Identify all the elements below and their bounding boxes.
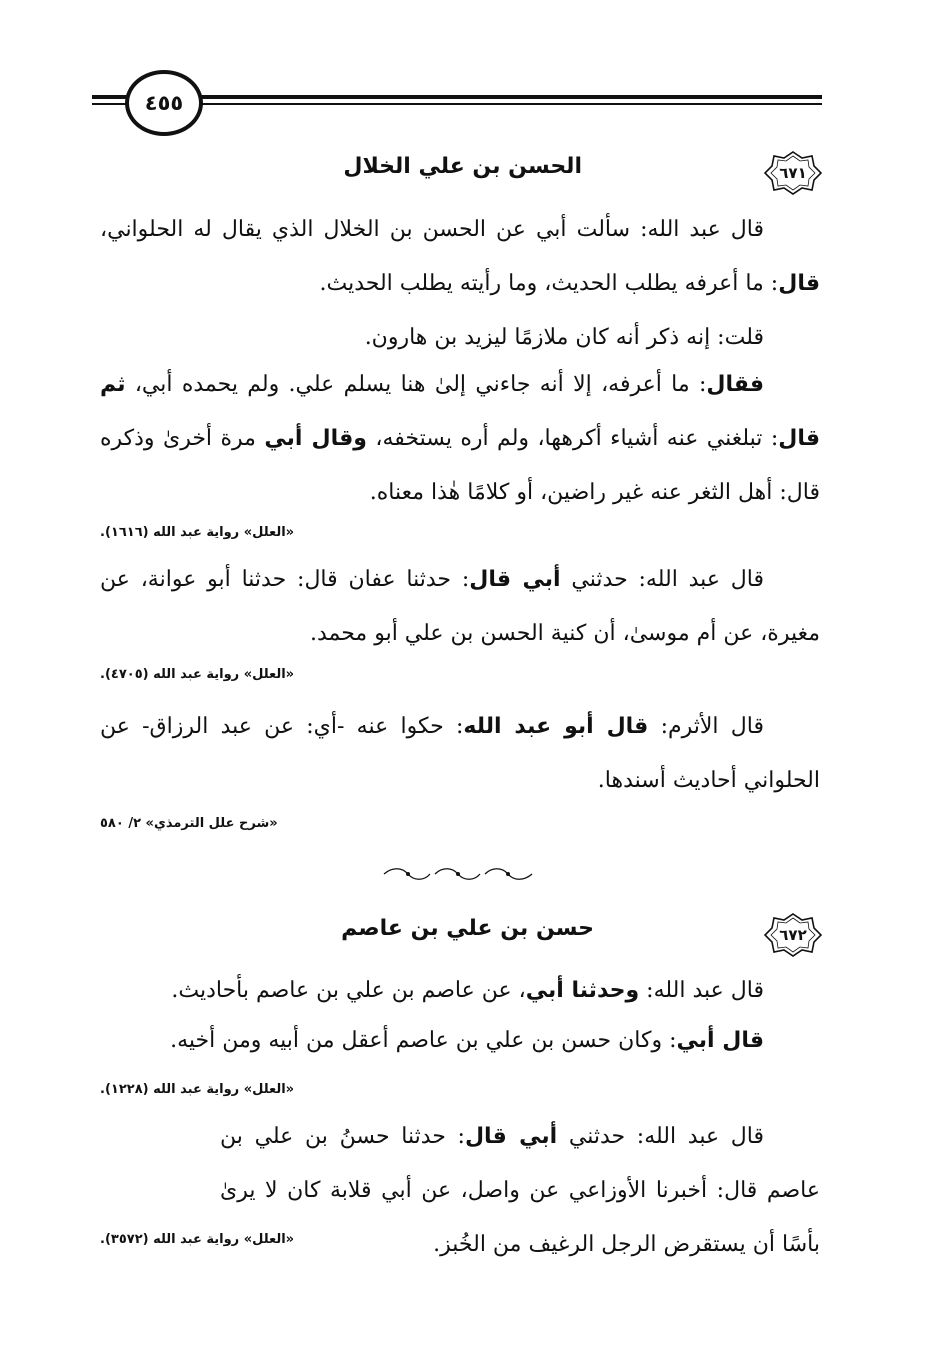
entry-number: ٦٧٢	[779, 926, 807, 944]
paragraph: قال عبد الله: وحدثنا أبي، عن عاصم بن علي بن عاصم بأحاديث.	[171, 978, 764, 1003]
page-number: ٤٥٥	[125, 70, 203, 136]
entry-heading	[92, 912, 822, 962]
paragraph: قال عبد الله: حدثني أبي قال: حدثنا حسنُ بن علي بن عاصم قال: أخبرنا الأوزاعي عن واصل، عن أبي قلابة كان لا يرىٰ بأسًا أن يستقرض الرجل الرغيف من الخُبز.	[220, 1124, 820, 1257]
entry-heading	[92, 150, 822, 200]
entry-number-badge	[764, 150, 822, 196]
entry-title: حسن بن علي بن عاصم	[341, 916, 594, 941]
entry-number: ٦٧١	[779, 164, 807, 182]
entry-title: الحسن بن علي الخلال	[343, 154, 582, 179]
divider-ornament-icon	[380, 866, 540, 882]
paragraph: قال الأثرم: قال أبو عبد الله: حكوا عنه -أي: عن عبد الرزاق- عن الحلواني أحاديث أسندها.	[100, 714, 820, 793]
source-reference: «العلل» رواية عبد الله (٣٥٧٢).	[100, 1232, 295, 1247]
paragraph: قال عبد الله: حدثني أبي قال: حدثنا عفان قال: حدثنا أبو عوانة، عن مغيرة، عن أم موسىٰ، أن كنية الحسن بن علي أبو محمد.	[100, 567, 820, 646]
entry-number-badge	[764, 912, 822, 958]
paragraph: فقال: ما أعرفه، إلا أنه جاءني إلىٰ هنا يسلم علي. ولم يحمده أبي، ثم قال: تبلغني عنه أشياء أكرهها، ولم أره يستخفه، وقال أبي مرة أخرىٰ وذكره قال: أهل الثغر عنه غير راضين، أو كلامًا هٰذا معناه.	[100, 372, 820, 505]
source-reference: «شرح علل الترمذي» ٢/ ٥٨٠	[100, 816, 278, 831]
source-reference: «العلل» رواية عبد الله (١٦١٦).	[100, 525, 295, 540]
source-reference: «العلل» رواية عبد الله (٤٧٠٥).	[100, 667, 295, 682]
paragraph: قال عبد الله: سألت أبي عن الحسن بن الخلال الذي يقال له الحلواني، قال: ما أعرفه يطلب الحديث، وما رأيته يطلب الحديث.	[100, 217, 820, 296]
paragraph: قال أبي: وكان حسن بن علي بن عاصم أعقل من أبيه ومن أخيه.	[170, 1028, 764, 1053]
paragraph: قلت: إنه ذكر أنه كان ملازمًا ليزيد بن هارون.	[364, 325, 764, 350]
source-reference: «العلل» رواية عبد الله (١٢٢٨).	[100, 1082, 295, 1097]
